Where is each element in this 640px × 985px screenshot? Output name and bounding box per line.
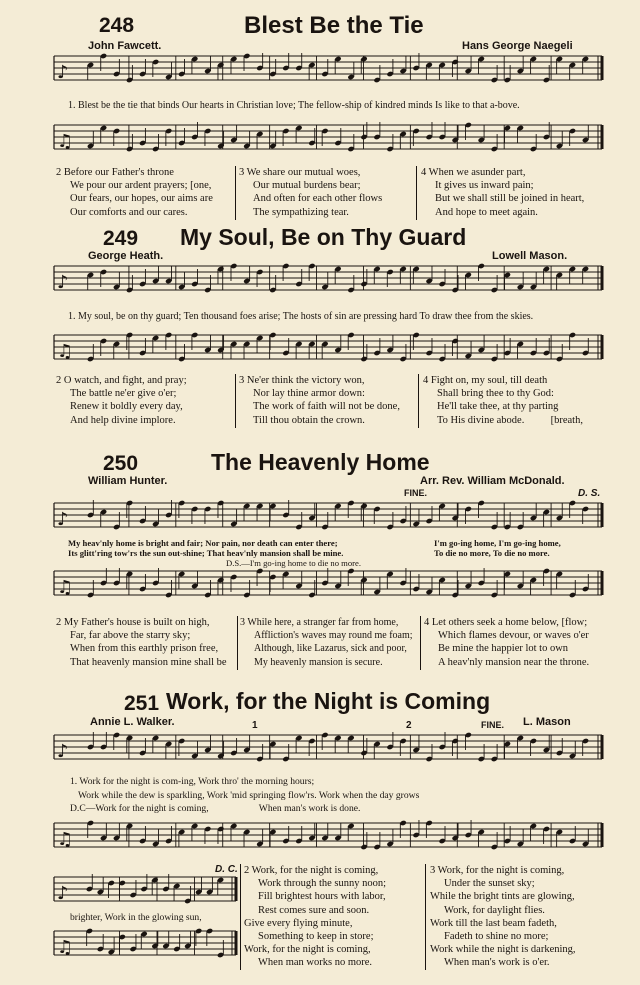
refrain-line: I'm go-ing home, I'm go-ing home, <box>434 538 561 548</box>
svg-text:♫: ♫ <box>57 829 74 850</box>
verse-2: 2 O watch, and fight, and pray; The battle ne'er give o'er; Renew it boldly every day, And help divine implore. <box>56 375 187 426</box>
svg-text:♫: ♫ <box>57 131 74 152</box>
lyric-line: My heav'nly home is bright and fair; Nor pain, nor death can enter there; <box>68 538 338 548</box>
hymn-number: 250 <box>103 452 139 475</box>
verse-4: 4 When we asunder part, It gives us inward pain; But we shall still be joined in heart, And hope to meet again. <box>421 167 585 218</box>
music-staff <box>54 332 604 372</box>
column-divider <box>240 864 241 970</box>
column-divider <box>425 864 426 970</box>
second-ending: 2 <box>406 720 412 731</box>
hymn-composer: L. Mason <box>523 716 571 728</box>
svg-text:♪: ♪ <box>57 883 69 904</box>
hymn-title: My Soul, Be on Thy Guard <box>180 224 467 250</box>
dc-lyric-line: D.C—Work for the night is coming, When man's work is done. <box>70 803 361 814</box>
verse-2: 2 Work, for the night is coming, Work through the sunny noon; Fill brightest hours with labor, Rest comes sure and soon. Give every flying minute, Something to keep in store; Work, for the night is coming, When man works no more. <box>244 865 387 969</box>
hymn-author: William Hunter. <box>88 475 168 487</box>
fine-marking: FINE. <box>404 488 428 498</box>
verse-3: 3 While here, a stranger far from home, Affliction's waves may round me foam; Although, like Lazarus, sick and poor, My heavenly mansion is secure. <box>240 617 413 668</box>
ds-lyric-line: D.S.—I'm go-ing home to die no more. <box>226 558 361 568</box>
hymn-composer: Hans George Naegeli <box>462 40 573 52</box>
svg-text:♪: ♪ <box>57 741 69 762</box>
column-divider <box>235 166 236 220</box>
first-ending: 1 <box>252 720 258 731</box>
hymn-title: Blest Be the Tie <box>244 12 424 39</box>
lyric-line: 1. My soul, be on thy guard; Ten thousand foes arise; The hosts of sin are pressing hard To draw thee from the skies. <box>68 311 534 322</box>
column-divider <box>235 374 236 428</box>
column-divider <box>237 616 238 670</box>
verse-4: 4 Let others seek a home below, [flow; Which flames devour, or waves o'er Be mine the happier lot to own A heav'nly mansion near the throne. <box>424 617 590 668</box>
music-staff <box>54 500 604 540</box>
music-staff <box>54 874 240 914</box>
fine-marking: FINE. <box>481 720 505 730</box>
hymn-title: The Heavenly Home <box>211 449 430 475</box>
music-staff <box>54 568 604 608</box>
svg-text:♫: ♫ <box>57 577 74 598</box>
verse-2: 2 Before our Father's throne We pour our ardent prayers; [one, Our fears, our hopes, our aims are Our comforts and our cares. <box>56 167 213 218</box>
column-divider <box>418 374 419 428</box>
verse-3: 3 Work, for the night is coming, Under the sunset sky; While the bright tints are glowing, Work, for daylight flies. Work till the last beam fadeth, Fadeth to shine no more; Work while the night is darkening, When man's work is o'er. <box>430 865 576 969</box>
lyric-line: 1. Blest be the tie that binds Our hearts in Christian love; The fellow-ship of kindred minds Is like to that a-bove. <box>68 100 520 111</box>
ds-marking: D. S. <box>578 488 601 499</box>
verse-3: 3 Ne'er think the victory won, Nor lay thine armor down: The work of faith will not be done, Till thou obtain the crown. <box>239 375 400 426</box>
hymn-number: 251 <box>124 692 160 715</box>
refrain-line: To die no more, To die no more. <box>434 548 550 558</box>
svg-text:♫: ♫ <box>57 341 74 362</box>
svg-text:♫: ♫ <box>57 937 74 958</box>
music-staff <box>54 263 604 303</box>
hymn-composer: Lowell Mason. <box>492 250 568 262</box>
column-divider <box>416 166 417 220</box>
hymn-title: Work, for the Night is Coming <box>166 688 491 714</box>
svg-text:♪: ♪ <box>57 62 69 83</box>
music-staff <box>54 732 604 772</box>
svg-text:♪: ♪ <box>57 509 69 530</box>
music-staff <box>54 928 240 968</box>
hymn-composer: Arr. Rev. William McDonald. <box>420 475 565 487</box>
lyric-line: 1. Work for the night is com-ing, Work thro' the morning hours; <box>70 776 315 787</box>
verse-3: 3 We share our mutual woes, Our mutual burdens bear; And often for each other flows The sympathizing tear. <box>239 167 383 218</box>
hymn-number: 249 <box>103 227 139 250</box>
hymn-author: John Fawcett. <box>88 40 162 52</box>
hymn-number: 248 <box>99 14 135 37</box>
dc-marking: D. C. <box>215 864 238 875</box>
lyric-line: brighter, Work in the glowing sun, <box>70 912 202 923</box>
verse-4: 4 Fight on, my soul, till death Shall bring thee to thy God: He'll take thee, at thy parting To His divine abode. [breath, <box>423 375 583 426</box>
music-staff <box>54 122 604 162</box>
hymn-author: Annie L. Walker. <box>90 716 175 728</box>
music-staff <box>54 820 604 860</box>
hymn-author: George Heath. <box>88 250 164 262</box>
lyric-line: Work while the dew is sparkling, Work 'mid springing flow'rs. Work when the day grows <box>78 790 420 801</box>
music-staff <box>54 53 604 93</box>
lyric-line: Its glitt'ring tow'rs the sun out-shine; That heav'nly mansion shall be mine. <box>68 548 344 558</box>
column-divider <box>420 616 421 670</box>
verse-2: 2 My Father's house is built on high, Far, far above the starry sky; When from this earthly prison free, That heavenly mansion mine shall be <box>56 617 227 668</box>
svg-text:♪: ♪ <box>57 272 69 293</box>
